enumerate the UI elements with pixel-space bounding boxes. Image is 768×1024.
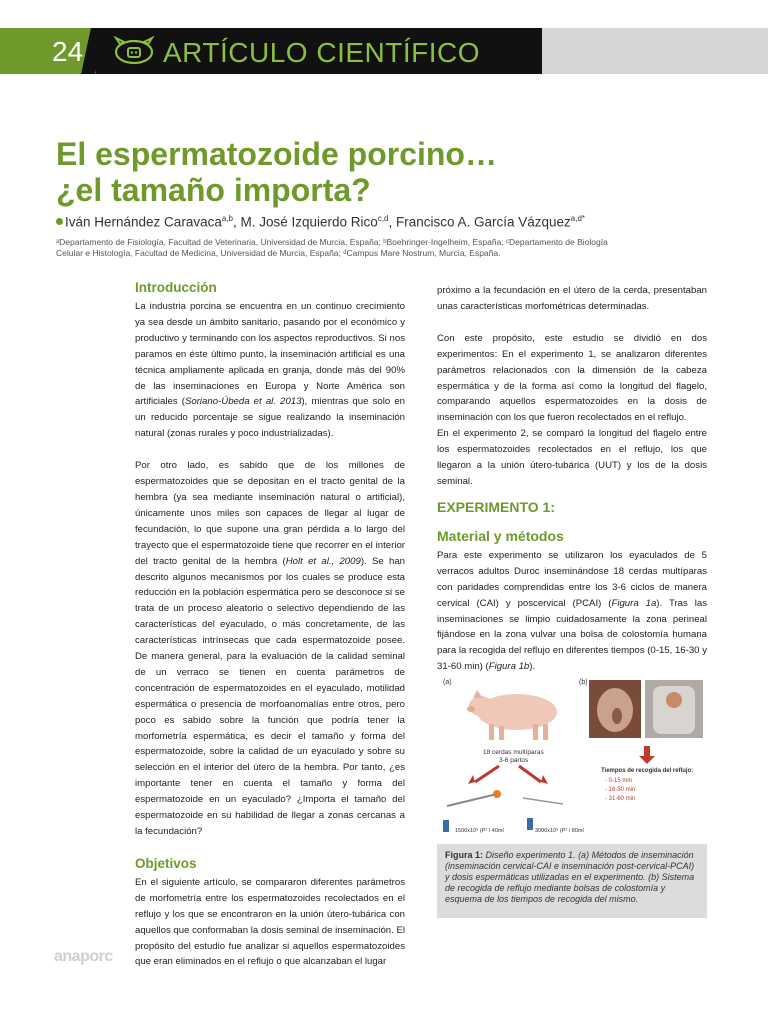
page-number: 24 xyxy=(52,36,84,67)
perineal-photo xyxy=(589,680,641,738)
experiment-heading: EXPERIMENTO 1: xyxy=(437,498,555,515)
header-grey-block xyxy=(542,28,768,74)
time-2: - 16-30 min xyxy=(605,787,636,793)
section-label: ARTÍCULO CIENTÍFICO xyxy=(163,37,481,68)
caption-label: Figura 1: xyxy=(445,850,484,860)
figure-ref: Figura 1b xyxy=(488,661,530,673)
right-paragraph-1: próximo a la fecundación en el útero de la cerda, presentaban unas características morfométricas determinadas. xyxy=(437,285,707,312)
intro-paragraph-2: Por otro lado, es sabido que de los millones de espermatozoides que se depositan en el tracto genital de la hembra (ya sea mediante inseminación natural o artificial), únicamente unos miles son capaces de llegar al lugar de fecundación, lo que supone una gran pérdida a lo largo del trayecto que el espermatozoide tiene que recorrer en el interior del tracto genital de la hembra (Holt et al., 2009). Se han descrito algunos mecanismos por los cuales se produce esta reducción en la población espermática pero se desconoce si se trata de un proceso aleatorio o selectivo dependiendo de las características del eyaculado, o más concretamente, de las características intrínsecas que cada espermatozoide posee. De manera general, para la evaluación de la calidad seminal de un verraco se tienen en cuenta parámetros de concentración de espermatozoides en el eyaculado, motilidad espermática o presencia de morfoanomalías entre otros, pero poco es sabido sobre la función que podría tener la morfometría espermática, es decir el tamaño y forma del espermatozoide, sobre la calidad de un eyaculado y sobre su selección en el interior del útero de la hembra. Por tanto, ¿es importante tener en cuenta el tamaño y forma del espermatozoide en un eyaculado? ¿Importa el tamaño del espermatozoide en su habilidad de llegar a zonas cercanas a la fecundación? xyxy=(135,460,406,837)
author-2-affil: c,d xyxy=(377,214,389,223)
caption-text: Diseño experimento 1. (a) Métodos de inseminación (inseminación cervical-CAI e inseminación post-cervical-PCAI) y dosis espermáticas utilizadas en el experimento. (b) Sistema de recogida de reflujo mediante bolsas de colostomía y esquema de los tiempos de recogida del mismo. xyxy=(445,850,695,904)
dose-1: 1500x10⁶ (P¹ / 40ml xyxy=(455,828,504,834)
right-paragraph-3: En el experimento 2, se comparó la longitud del flagelo entre los espermatozoides recolectados en el reflujo, los que llegaron a la unión útero-tubárica (UUT) y los de la dosis seminal. xyxy=(437,428,707,487)
time-3: - 31-60 min xyxy=(605,796,636,802)
article-title xyxy=(56,136,696,208)
pig-logo-icon xyxy=(112,36,156,66)
author-2: , M. José Izquierdo Rico xyxy=(232,214,378,230)
right-paragraph-2: Con este propósito, este estudio se dividió en dos experimentos: En el experimento 1, se analizaron diferentes parámetros relacionados con la dimensión de la cabeza espermática y de la forma así como la longitud del flagelo, comparando aquellos espermatozoides en la dosis de inseminación con los que fueron recolectados en el reflujo. xyxy=(437,332,707,424)
author-list xyxy=(56,214,736,230)
objectives-paragraph: En el siguiente artículo, se compararon diferentes parámetros de morfometría entre los espermatozoides recolectados en el reflujo y los que se encontraron en la unión útero-tubárica con aquellos que conformaban la dosis seminal de inseminación. El propósito del estudio fue analizar si aquellos espermatozoides que eran eliminados en el reflujo o que alcanzaban el lugar xyxy=(135,876,405,968)
citation: Holt et al., 2009 xyxy=(285,555,361,567)
catheter-cai-image xyxy=(443,790,501,832)
figure-ref: Figura 1a xyxy=(611,597,657,609)
methods-heading: Material y métodos xyxy=(437,527,564,544)
bullet-icon xyxy=(56,218,63,225)
panel-b-label: (b) xyxy=(579,679,588,686)
dose-2: 3000x10⁶ (P¹ / 80ml xyxy=(535,828,584,834)
pig-label-2: 3-6 partos xyxy=(499,757,529,764)
figure-1-illustration xyxy=(437,672,707,844)
panel-a-label: (a) xyxy=(443,679,452,686)
arrow-icon xyxy=(475,766,499,782)
arrow-icon xyxy=(519,766,541,782)
intro-heading: Introducción xyxy=(135,280,217,295)
pig-image xyxy=(467,690,557,740)
author-3: , Francisco A. García Vázquez xyxy=(388,214,571,230)
intro-paragraph-1: La industria porcina se encuentra en un continuo crecimiento ya sea desde un ámbito sanitario, pasando por el económico y productivo y terminando con los aspectos reproductivos. Si nos paramos en éste último punto, la inseminación artificial es una técnica ampliamente aplicada en granja, donde más del 90% de las inseminaciones en Europa y Norte América son artificiales (Soriano-Úbeda et al. 2013), mientras que solo en un reducido porcentaje se sigue realizando la inseminación natural (zonas rurales y poco industrializadas). xyxy=(135,301,405,440)
author-1-affil: a,b xyxy=(221,214,233,223)
title-line-1: El espermatozoide porcino… xyxy=(56,136,497,172)
methods-paragraph: Para este experimento se utilizaron los eyaculados de 5 verracos adultos Duroc inseminándose 18 cerdas multíparas con paridades comprendidas entre los 3-6 ciclos de manera cervical (CAI) y poscervical (PCAI) (Figura 1a). Tras las inseminaciones se limpio cuidadosamente la zona perineal fijándose en la zona vulvar una bolsa de colostomía humana para la recogida del reflujo en diferentes tiempos (0-15, 16-30 y 31-60 min) (Figura 1b). xyxy=(437,549,707,673)
objectives-heading: Objetivos xyxy=(135,855,197,871)
affiliations: ᵃDepartamento de Fisiología, Facultad de Veterinaria, Universidad de Murcia, España; ᵇBoehringer-Ingelheim, España; ᶜDepartamento de Biología Celular e Histología, Facultad de Medicina, Universidad de Murcia, España; ᵈCampus Mare Nostrum, Murcia, España. xyxy=(56,237,608,258)
catheter-pcai-image xyxy=(523,798,563,830)
times-title: Tiempos de recogida del reflujo: xyxy=(601,768,694,774)
footer-logo: anaporc xyxy=(54,948,113,965)
author-1: Iván Hernández Caravaca xyxy=(65,214,222,230)
figure-1 xyxy=(437,672,707,844)
title-line-2: ¿el tamaño importa? xyxy=(56,172,371,208)
citation: Soriano-Úbeda et al. 2013 xyxy=(185,396,302,408)
left-column xyxy=(135,280,405,970)
author-3-affil: a,d* xyxy=(570,214,586,223)
figure-caption xyxy=(437,844,707,918)
time-1: - 0-15 min xyxy=(605,778,633,784)
colostomy-bag-photo xyxy=(645,680,703,738)
pig-label-1: 18 cerdas multíparas xyxy=(483,749,544,756)
right-column xyxy=(437,283,707,675)
page-header xyxy=(0,28,768,74)
